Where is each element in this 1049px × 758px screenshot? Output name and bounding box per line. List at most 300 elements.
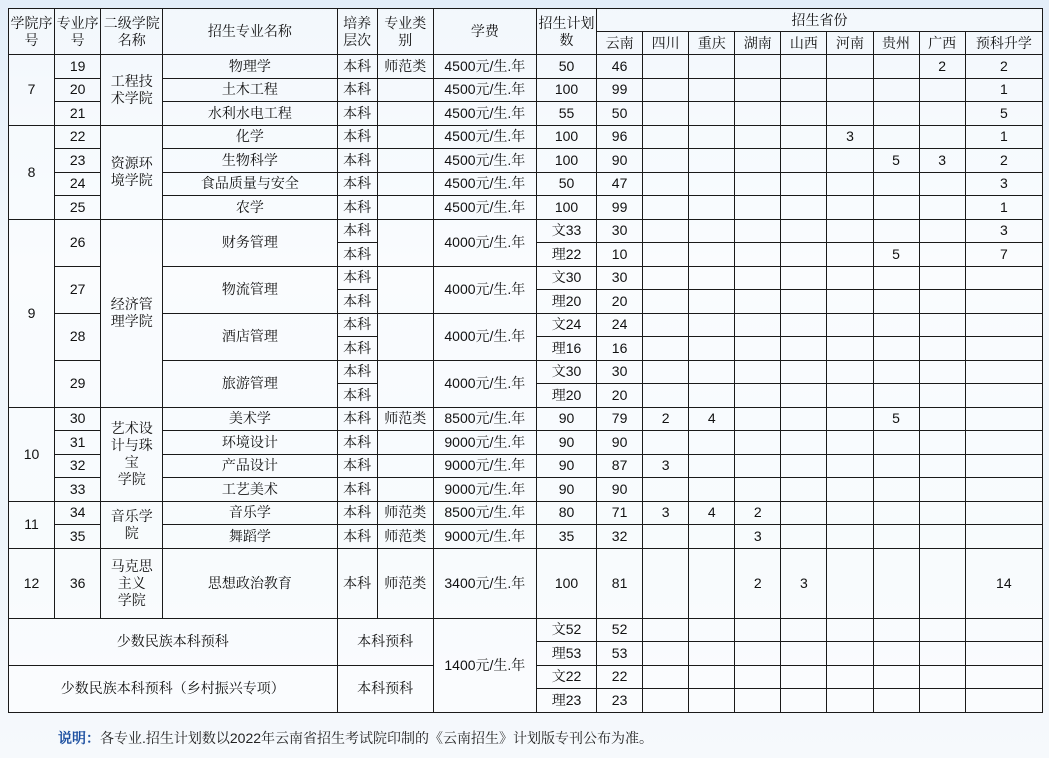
province-count-cell	[965, 454, 1042, 478]
province-count-cell	[873, 266, 919, 290]
province-count-cell: 2	[965, 55, 1042, 79]
college-no-cell: 12	[9, 548, 55, 618]
province-count-cell	[919, 525, 965, 549]
province-count-cell	[735, 642, 781, 666]
major-no-cell: 23	[55, 149, 101, 173]
major-name-cell: 水利水电工程	[163, 102, 337, 126]
province-count-cell	[781, 219, 827, 243]
level-cell: 本科	[337, 454, 377, 478]
plan-cell: 100	[536, 78, 596, 102]
province-count-cell	[735, 196, 781, 220]
major-name-cell: 环境设计	[163, 431, 337, 455]
province-count-cell	[689, 266, 735, 290]
province-count-cell: 90	[597, 431, 643, 455]
province-count-cell	[873, 102, 919, 126]
province-count-cell	[873, 618, 919, 642]
plan-cell: 35	[536, 525, 596, 549]
header-province: 湖南	[735, 32, 781, 55]
province-count-cell	[781, 525, 827, 549]
tuition-cell: 4500元/生.年	[433, 55, 536, 79]
province-count-cell	[827, 337, 873, 361]
category-cell: 师范类	[377, 501, 433, 525]
province-count-cell: 3	[965, 172, 1042, 196]
major-no-cell: 21	[55, 102, 101, 126]
category-cell	[377, 149, 433, 173]
level-cell: 本科	[337, 219, 377, 243]
province-count-cell	[827, 243, 873, 267]
province-count-cell	[643, 360, 689, 384]
province-count-cell	[643, 525, 689, 549]
major-name-cell: 舞蹈学	[163, 525, 337, 549]
province-count-cell	[873, 478, 919, 502]
province-count-cell	[827, 360, 873, 384]
major-name-cell: 产品设计	[163, 454, 337, 478]
category-cell: 师范类	[377, 548, 433, 618]
province-count-cell	[735, 407, 781, 431]
province-count-cell	[965, 360, 1042, 384]
prep-level-cell: 本科预科	[337, 665, 433, 712]
table-row	[9, 219, 1043, 243]
college-name-line: 计与珠	[110, 437, 153, 453]
level-cell: 本科	[337, 501, 377, 525]
tuition-cell: 4500元/生.年	[433, 149, 536, 173]
major-no-cell: 20	[55, 78, 101, 102]
level-cell: 本科	[337, 407, 377, 431]
province-count-cell	[965, 384, 1042, 408]
province-count-cell	[735, 55, 781, 79]
table-row	[9, 501, 1043, 525]
province-count-cell	[827, 172, 873, 196]
plan-cell: 理53	[536, 642, 596, 666]
province-count-cell: 90	[597, 478, 643, 502]
province-count-cell	[873, 548, 919, 618]
province-count-cell: 7	[965, 243, 1042, 267]
plan-cell: 90	[536, 431, 596, 455]
tuition-cell: 9000元/生.年	[433, 431, 536, 455]
header-plan: 招生计划数	[536, 9, 596, 55]
plan-cell: 90	[536, 454, 596, 478]
province-count-cell: 24	[597, 313, 643, 337]
province-count-cell	[919, 618, 965, 642]
province-count-cell: 2	[919, 55, 965, 79]
tuition-cell: 8500元/生.年	[433, 407, 536, 431]
table-row	[9, 266, 1043, 290]
province-count-cell	[873, 642, 919, 666]
province-count-cell	[689, 384, 735, 408]
province-count-cell	[919, 501, 965, 525]
college-no-cell: 9	[9, 219, 55, 407]
province-count-cell	[643, 337, 689, 361]
tuition-cell: 4500元/生.年	[433, 196, 536, 220]
province-count-cell	[735, 243, 781, 267]
province-count-cell	[919, 454, 965, 478]
plan-cell: 理23	[536, 689, 596, 713]
province-count-cell	[965, 501, 1042, 525]
province-count-cell	[689, 196, 735, 220]
province-count-cell	[781, 478, 827, 502]
province-count-cell	[643, 149, 689, 173]
enrollment-plan-table	[8, 8, 1043, 713]
province-count-cell	[781, 431, 827, 455]
plan-cell: 100	[536, 125, 596, 149]
province-count-cell	[735, 313, 781, 337]
header-college-no: 学院序号	[9, 9, 55, 55]
province-count-cell	[965, 525, 1042, 549]
header-provinces: 招生省份	[597, 9, 1043, 32]
province-count-cell	[781, 266, 827, 290]
province-count-cell	[643, 384, 689, 408]
table-row	[9, 102, 1043, 126]
province-count-cell: 4	[689, 501, 735, 525]
level-cell: 本科	[337, 384, 377, 408]
province-count-cell: 1	[965, 196, 1042, 220]
province-count-cell	[873, 501, 919, 525]
province-count-cell: 2	[965, 149, 1042, 173]
province-count-cell	[735, 125, 781, 149]
province-count-cell	[873, 196, 919, 220]
province-count-cell	[781, 55, 827, 79]
province-count-cell	[735, 360, 781, 384]
province-count-cell	[689, 618, 735, 642]
province-count-cell	[643, 290, 689, 314]
province-count-cell	[965, 313, 1042, 337]
plan-cell: 文30	[536, 266, 596, 290]
province-count-cell	[827, 384, 873, 408]
prep-name-cell: 少数民族本科预科（乡村振兴专项）	[9, 665, 338, 712]
major-no-cell: 31	[55, 431, 101, 455]
major-no-cell: 27	[55, 266, 101, 313]
province-count-cell: 16	[597, 337, 643, 361]
tuition-cell: 4000元/生.年	[433, 266, 536, 313]
college-name-cell	[101, 125, 163, 219]
province-count-cell	[965, 618, 1042, 642]
province-count-cell	[965, 689, 1042, 713]
province-count-cell	[689, 149, 735, 173]
college-no-cell: 10	[9, 407, 55, 501]
tuition-cell: 9000元/生.年	[433, 478, 536, 502]
province-count-cell	[919, 360, 965, 384]
college-name-text: 经济管理学院	[110, 296, 153, 329]
province-count-cell: 3	[643, 454, 689, 478]
category-cell	[377, 125, 433, 149]
province-count-cell	[827, 689, 873, 713]
province-count-cell: 47	[597, 172, 643, 196]
table-row	[9, 431, 1043, 455]
province-count-cell	[873, 689, 919, 713]
level-cell: 本科	[337, 431, 377, 455]
header-category: 专业类别	[377, 9, 433, 55]
header-tuition: 学费	[433, 9, 536, 55]
province-count-cell	[643, 618, 689, 642]
province-count-cell: 96	[597, 125, 643, 149]
major-no-cell: 22	[55, 125, 101, 149]
major-name-cell: 酒店管理	[163, 313, 337, 360]
header-level: 培养层次	[337, 9, 377, 55]
province-count-cell: 2	[735, 501, 781, 525]
header-college-name: 二级学院名称	[101, 9, 163, 55]
province-count-cell: 5	[873, 243, 919, 267]
footnote-text: 各专业.招生计划数以2022年云南省招生考试院印制的《云南招生》计划版专刊公布为准。	[100, 730, 654, 746]
category-cell	[377, 478, 433, 502]
province-count-cell	[781, 102, 827, 126]
province-count-cell	[965, 407, 1042, 431]
province-count-cell	[827, 55, 873, 79]
category-cell: 师范类	[377, 55, 433, 79]
major-no-cell: 35	[55, 525, 101, 549]
province-count-cell: 52	[597, 618, 643, 642]
province-count-cell	[873, 525, 919, 549]
table-row	[9, 548, 1043, 618]
major-no-cell: 30	[55, 407, 101, 431]
province-count-cell	[643, 313, 689, 337]
level-cell: 本科	[337, 290, 377, 314]
province-count-cell	[827, 525, 873, 549]
province-count-cell	[735, 102, 781, 126]
footnote-label: 说明：	[58, 730, 100, 746]
province-count-cell	[873, 454, 919, 478]
province-count-cell	[643, 78, 689, 102]
province-count-cell	[873, 337, 919, 361]
province-count-cell	[735, 149, 781, 173]
province-count-cell	[689, 172, 735, 196]
province-count-cell	[919, 102, 965, 126]
major-name-cell: 生物科学	[163, 149, 337, 173]
table-row	[9, 125, 1043, 149]
college-name-cell	[101, 407, 163, 501]
province-count-cell	[689, 102, 735, 126]
province-count-cell	[781, 689, 827, 713]
college-no-cell: 11	[9, 501, 55, 548]
province-count-cell: 5	[873, 407, 919, 431]
province-count-cell	[643, 125, 689, 149]
level-cell: 本科	[337, 102, 377, 126]
province-count-cell	[735, 431, 781, 455]
tuition-cell: 8500元/生.年	[433, 501, 536, 525]
plan-cell: 文52	[536, 618, 596, 642]
province-count-cell	[919, 478, 965, 502]
province-count-cell: 10	[597, 243, 643, 267]
level-cell: 本科	[337, 149, 377, 173]
province-count-cell	[919, 407, 965, 431]
province-count-cell	[689, 125, 735, 149]
plan-cell: 55	[536, 102, 596, 126]
province-count-cell	[689, 243, 735, 267]
college-name-line: 主义	[117, 574, 146, 591]
province-count-cell: 2	[643, 407, 689, 431]
province-count-cell	[965, 478, 1042, 502]
province-count-cell: 3	[735, 525, 781, 549]
level-cell: 本科	[337, 313, 377, 337]
level-cell: 本科	[337, 360, 377, 384]
province-count-cell: 81	[597, 548, 643, 618]
footnote	[58, 728, 653, 748]
province-count-cell: 22	[597, 665, 643, 689]
province-count-cell	[873, 665, 919, 689]
province-count-cell	[919, 243, 965, 267]
province-count-cell	[919, 196, 965, 220]
province-count-cell	[827, 454, 873, 478]
plan-cell: 理20	[536, 384, 596, 408]
tuition-cell: 4500元/生.年	[433, 172, 536, 196]
province-count-cell	[781, 384, 827, 408]
level-cell: 本科	[337, 266, 377, 290]
prep-tuition-cell: 1400元/生.年	[433, 618, 536, 712]
tuition-cell: 4500元/生.年	[433, 125, 536, 149]
college-name-cell	[101, 548, 163, 618]
province-count-cell	[735, 689, 781, 713]
plan-cell: 100	[536, 196, 596, 220]
table-row	[9, 618, 1043, 642]
header-major-name: 招生专业名称	[163, 9, 337, 55]
province-count-cell	[873, 78, 919, 102]
province-count-cell	[827, 196, 873, 220]
province-count-cell	[643, 196, 689, 220]
province-count-cell	[735, 618, 781, 642]
major-name-cell: 音乐学	[163, 501, 337, 525]
province-count-cell	[643, 431, 689, 455]
major-no-cell: 33	[55, 478, 101, 502]
major-no-cell: 36	[55, 548, 101, 618]
province-count-cell	[689, 219, 735, 243]
province-count-cell	[781, 360, 827, 384]
province-count-cell: 1	[965, 125, 1042, 149]
province-count-cell	[689, 548, 735, 618]
header-major-no: 专业序号	[55, 9, 101, 55]
category-cell	[377, 172, 433, 196]
plan-cell: 100	[536, 548, 596, 618]
table-row	[9, 525, 1043, 549]
major-name-cell: 农学	[163, 196, 337, 220]
major-name-cell: 物流管理	[163, 266, 337, 313]
category-cell	[377, 219, 433, 266]
province-count-cell	[827, 431, 873, 455]
plan-cell: 80	[536, 501, 596, 525]
province-count-cell	[689, 454, 735, 478]
province-count-cell	[827, 665, 873, 689]
province-count-cell	[873, 219, 919, 243]
college-name-line: 宝	[124, 454, 139, 470]
province-count-cell	[781, 243, 827, 267]
province-count-cell	[827, 266, 873, 290]
level-cell: 本科	[337, 125, 377, 149]
category-cell	[377, 102, 433, 126]
category-cell	[377, 360, 433, 407]
plan-cell: 理16	[536, 337, 596, 361]
tuition-cell: 4000元/生.年	[433, 360, 536, 407]
major-name-cell: 旅游管理	[163, 360, 337, 407]
level-cell: 本科	[337, 548, 377, 618]
province-count-cell	[919, 313, 965, 337]
category-cell: 师范类	[377, 525, 433, 549]
province-count-cell	[919, 125, 965, 149]
level-cell: 本科	[337, 478, 377, 502]
table-row	[9, 149, 1043, 173]
province-count-cell	[919, 337, 965, 361]
level-cell: 本科	[337, 196, 377, 220]
header-province: 广西	[919, 32, 965, 55]
province-count-cell	[873, 313, 919, 337]
province-count-cell	[827, 548, 873, 618]
province-count-cell: 50	[597, 102, 643, 126]
major-name-cell: 物理学	[163, 55, 337, 79]
enrollment-table-wrapper	[8, 8, 1043, 713]
province-count-cell: 30	[597, 219, 643, 243]
province-count-cell	[919, 642, 965, 666]
province-count-cell: 4	[689, 407, 735, 431]
plan-cell: 文22	[536, 665, 596, 689]
college-name-cell	[101, 219, 163, 407]
province-count-cell: 3	[781, 548, 827, 618]
province-count-cell	[689, 478, 735, 502]
province-count-cell	[781, 172, 827, 196]
college-name-cell	[101, 55, 163, 126]
province-count-cell	[873, 290, 919, 314]
major-name-cell: 工艺美术	[163, 478, 337, 502]
college-no-cell: 7	[9, 55, 55, 126]
header-province: 贵州	[873, 32, 919, 55]
prep-name-cell: 少数民族本科预科	[9, 618, 338, 665]
plan-cell: 文24	[536, 313, 596, 337]
province-count-cell: 46	[597, 55, 643, 79]
province-count-cell: 30	[597, 266, 643, 290]
college-name-cell	[101, 501, 163, 548]
province-count-cell	[689, 689, 735, 713]
province-count-cell: 71	[597, 501, 643, 525]
province-count-cell	[965, 266, 1042, 290]
province-count-cell	[873, 172, 919, 196]
province-count-cell	[919, 548, 965, 618]
province-count-cell	[781, 618, 827, 642]
plan-cell: 50	[536, 172, 596, 196]
table-row	[9, 196, 1043, 220]
category-cell	[377, 196, 433, 220]
category-cell	[377, 266, 433, 313]
province-count-cell	[781, 313, 827, 337]
major-no-cell: 24	[55, 172, 101, 196]
province-count-cell: 1	[965, 78, 1042, 102]
tuition-cell: 9000元/生.年	[433, 454, 536, 478]
level-cell: 本科	[337, 337, 377, 361]
province-count-cell	[781, 501, 827, 525]
province-count-cell: 20	[597, 290, 643, 314]
province-count-cell: 32	[597, 525, 643, 549]
tuition-cell: 3400元/生.年	[433, 548, 536, 618]
category-cell	[377, 454, 433, 478]
college-name-text: 音乐学院	[110, 507, 153, 541]
province-count-cell	[965, 642, 1042, 666]
table-row	[9, 55, 1043, 79]
category-cell	[377, 431, 433, 455]
province-count-cell	[689, 642, 735, 666]
plan-cell: 90	[536, 478, 596, 502]
province-count-cell	[689, 360, 735, 384]
province-count-cell: 53	[597, 642, 643, 666]
province-count-cell	[827, 478, 873, 502]
province-count-cell	[735, 454, 781, 478]
province-count-cell	[965, 431, 1042, 455]
category-cell	[377, 78, 433, 102]
tuition-cell: 9000元/生.年	[433, 525, 536, 549]
tuition-cell: 4500元/生.年	[433, 102, 536, 126]
province-count-cell	[735, 290, 781, 314]
college-name-text: 资源环境学院	[110, 155, 153, 188]
province-count-cell	[873, 125, 919, 149]
college-name-line: 学院	[117, 591, 146, 608]
province-count-cell: 79	[597, 407, 643, 431]
province-count-cell	[689, 525, 735, 549]
province-count-cell	[689, 431, 735, 455]
province-count-cell	[643, 55, 689, 79]
